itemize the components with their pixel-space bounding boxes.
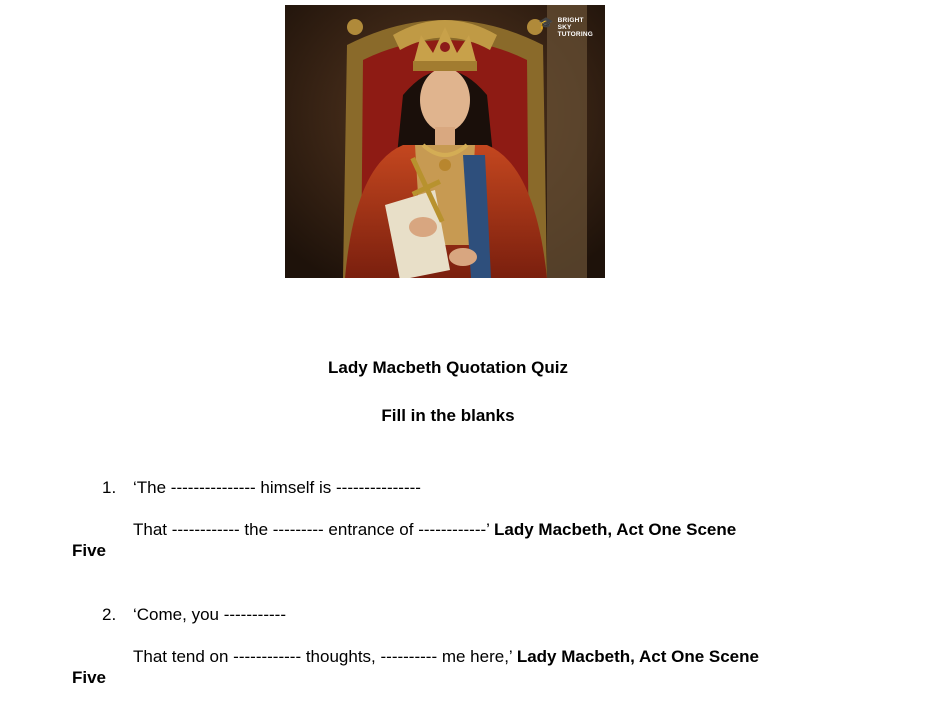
question-line-1: ‘The --------------- himself is --------------- [133, 478, 421, 497]
question-line-1: ‘Come, you ----------- [133, 605, 286, 624]
logo-line-1: BRIGHT [557, 17, 584, 24]
lady-macbeth-portrait [285, 5, 605, 278]
question-line-2 [133, 647, 759, 667]
graduation-cap-icon: 🎓 [538, 16, 554, 30]
logo-line-3: TUTORING [557, 31, 593, 38]
logo-line-2: SKY [557, 24, 572, 31]
question-number: 2. [102, 605, 117, 624]
quote-attribution: Lady Macbeth, Act One Scene [516, 647, 759, 666]
quote-attribution: Lady Macbeth, Act One Scene [494, 520, 737, 539]
quote-text: That ------------ the --------- entrance of ------------’ [133, 520, 490, 539]
portrait-illustration [285, 5, 605, 278]
quote-attribution-end: Five [72, 668, 107, 687]
quote-text: That tend on ------------ thoughts, ---------- me here,’ [133, 647, 513, 666]
quote-attribution-end: Five [72, 541, 107, 560]
quiz-title: Lady Macbeth Quotation Quiz [328, 358, 568, 377]
question-line-2 [133, 520, 736, 540]
bright-sky-tutoring-logo [539, 17, 593, 38]
quiz-subtitle: Fill in the blanks [381, 406, 515, 425]
question-number: 1. [102, 478, 117, 497]
